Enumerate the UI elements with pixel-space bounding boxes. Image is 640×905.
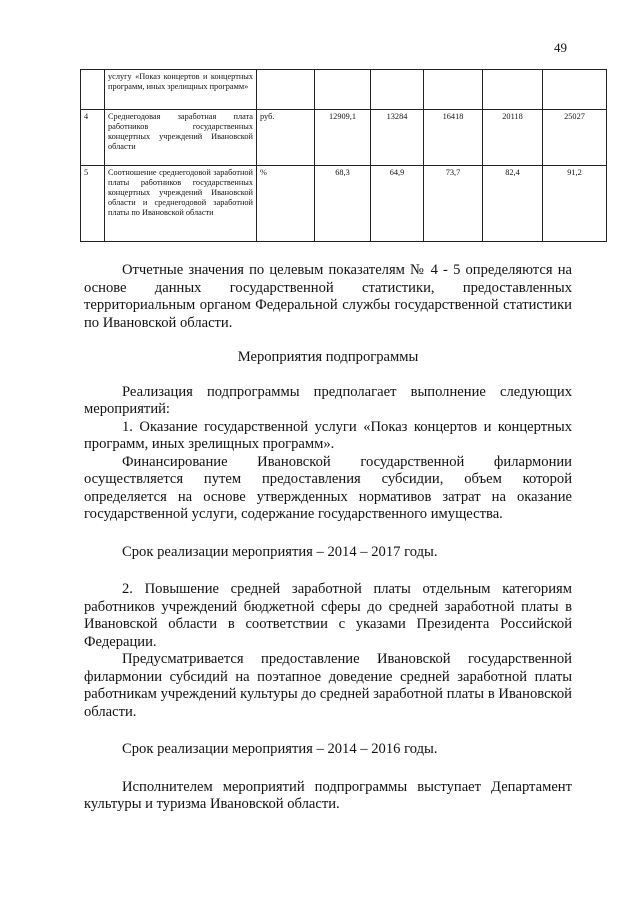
row-number: 5: [81, 166, 105, 242]
table-row: [81, 166, 607, 242]
value-cell: [371, 70, 424, 110]
value-cell: 13284: [371, 110, 424, 166]
term-2-paragraph: Срок реализации мероприятия – 2014 – 2016 годы.: [122, 741, 438, 757]
unit-cell: [257, 70, 315, 110]
value-cell: 16418: [424, 110, 483, 166]
value-cell: 64,9: [371, 166, 424, 242]
row-number: [81, 70, 105, 110]
value-cell: [483, 70, 543, 110]
table-row: [81, 110, 607, 166]
measure-1-paragraph: 1. Оказание государственной услуги «Показ концертов и концертных программ, иных зрелищных программ».: [84, 418, 572, 452]
value-cell: 73,7: [424, 166, 483, 242]
executor-paragraph: Исполнителем мероприятий подпрограммы выступает Департамент культуры и туризма Ивановской области.: [84, 778, 572, 812]
value-cell: 12909,1: [315, 110, 371, 166]
value-cell: [424, 70, 483, 110]
term-1-paragraph: Срок реализации мероприятия – 2014 – 2017 годы.: [122, 543, 438, 560]
value-cell: 68,3: [315, 166, 371, 242]
value-cell: 82,4: [483, 166, 543, 242]
value-cell: [543, 70, 607, 110]
measure-2-paragraph: 2. Повышение средней заработной платы отдельным категориям работников учреждений бюджетной сферы до средней заработной платы в Ивановской области в соответствии с указами Президента Российской Федерации.: [84, 581, 572, 650]
unit-cell: %: [257, 166, 315, 242]
row-number: 4: [81, 110, 105, 166]
section-heading: Мероприятия подпрограммы: [237, 349, 419, 365]
page-number: 49: [554, 40, 567, 55]
table-row: [81, 70, 607, 110]
unit-cell: руб.: [257, 110, 315, 166]
indicator-name: услугу «Показ концертов и концертных программ, иных зрелищных программ»: [105, 70, 257, 110]
indicator-name: Соотношение среднегодовой заработной платы работников государственных концертных учреждений Ивановской области и среднегодовой заработной платы по Ивановской области: [105, 166, 257, 242]
subsidy-paragraph: Предусматривается предоставление Ивановской государственной филармонии субсидий на поэтапное доведение средней заработной платы работникам учреждений культуры до средней заработной платы в Ивановской области.: [84, 651, 572, 720]
value-cell: 20118: [483, 110, 543, 166]
value-cell: 91,2: [543, 166, 607, 242]
statistics-paragraph: Отчетные значения по целевым показателям № 4 - 5 определяются на основе данных государственной статистики, предоставленных территориальным органом Федеральной службы государственной статистики по Ивановской области.: [84, 262, 572, 331]
intro-paragraph: Реализация подпрограммы предполагает выполнение следующих мероприятий:: [84, 383, 572, 417]
value-cell: [315, 70, 371, 110]
indicators-table: [80, 69, 607, 242]
indicator-name: Среднегодовая заработная плата работников государственных концертных учреждений Ивановской области: [105, 110, 257, 166]
value-cell: 25027: [543, 110, 607, 166]
financing-paragraph: Финансирование Ивановской государственной филармонии осуществляется путем предоставления субсидии, объем которой определяется на основе утвержденных нормативов затрат на оказание государственной услуги, содержание государственного имущества.: [84, 453, 572, 522]
document-body: [84, 262, 572, 814]
